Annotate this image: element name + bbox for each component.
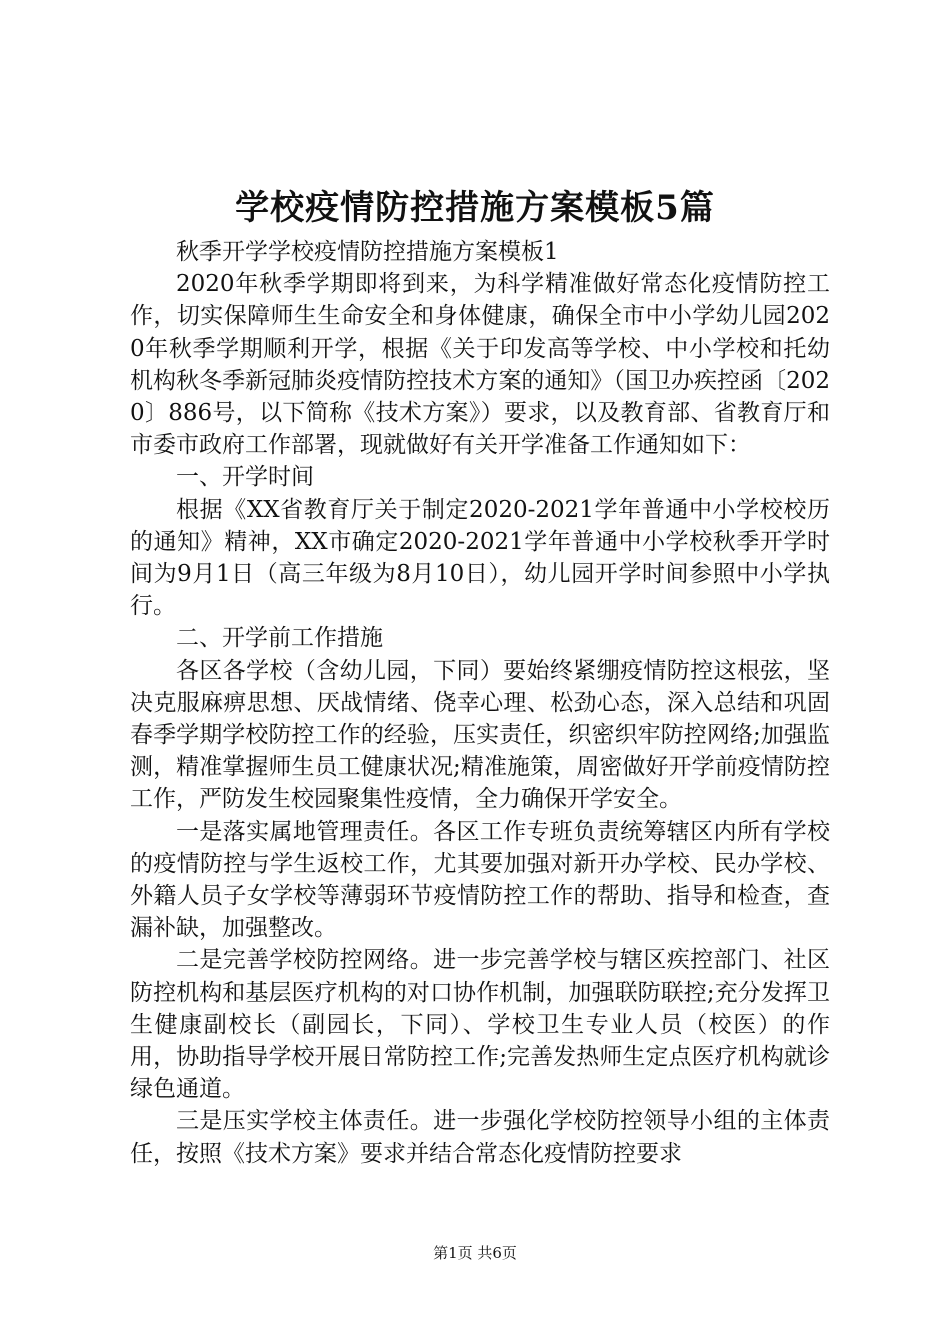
paragraph-measures-overview: 各区各学校（含幼儿园，下同）要始终紧绷疫情防控这根弦，坚决克服麻痹思想、厌战情绪、侥幸心理、松劲心态，深入总结和巩固春季学期学校防控工作的经验，压实责任，织密织牢防控网络;加强监测，精准掌握师生员工健康状况;精准施策，周密做好开学前疫情防控工作，严防发生校园聚集性疫情，全力确保开学安全。 (130, 657, 830, 813)
paragraph-school-time: 根据《XX省教育厅关于制定2020-2021学年普通中小学校校历的通知》精神，XX市确定2020-2021学年普通中小学校秋季开学时间为9月1日（高三年级为8月10日），幼儿园开学时间参照中小学执行。 (130, 496, 830, 620)
paragraph-measure-1: 一是落实属地管理责任。各区工作专班负责统筹辖区内所有学校的疫情防控与学生返校工作，尤其要加强对新开办学校、民办学校、外籍人员子女学校等薄弱环节疫情防控工作的帮助、指导和检查，查漏补缺，加强整改。 (130, 818, 830, 942)
section-heading-2: 二、开学前工作措施 (176, 625, 383, 652)
document-title: 学校疫情防控措施方案模板5篇 (235, 188, 715, 228)
page-footer: 第1页 共6页 (433, 1244, 517, 1262)
section-heading-1: 一、开学时间 (176, 464, 314, 491)
paragraph-subtitle: 秋季开学学校疫情防控措施方案模板1 (176, 239, 559, 265)
paragraph-measure-2: 二是完善学校防控网络。进一步完善学校与辖区疾控部门、社区防控机构和基层医疗机构的对口协作机制，加强联防联控;充分发挥卫生健康副校长（副园长，下同）、学校卫生专业人员（校医）的作用，协助指导学校开展日常防控工作;完善发热师生定点医疗机构就诊绿色通道。 (130, 947, 830, 1103)
paragraph-intro: 2020年秋季学期即将到来，为科学精准做好常态化疫情防控工作，切实保障师生生命安全和身体健康，确保全市中小学幼儿园2020年秋季学期顺利开学，根据《关于印发高等学校、中小学校和托幼机构秋冬季新冠肺炎疫情防控技术方案的通知》（国卫办疾控函〔2020〕886号，以下简称《技术方案》）要求，以及教育部、省教育厅和市委市政府工作部署，现就做好有关开学准备工作通知如下： (130, 271, 830, 459)
paragraph-measure-3: 三是压实学校主体责任。进一步强化学校防控领导小组的主体责任，按照《技术方案》要求并结合常态化疫情防控要求 (130, 1108, 830, 1167)
document-body (130, 236, 830, 1170)
